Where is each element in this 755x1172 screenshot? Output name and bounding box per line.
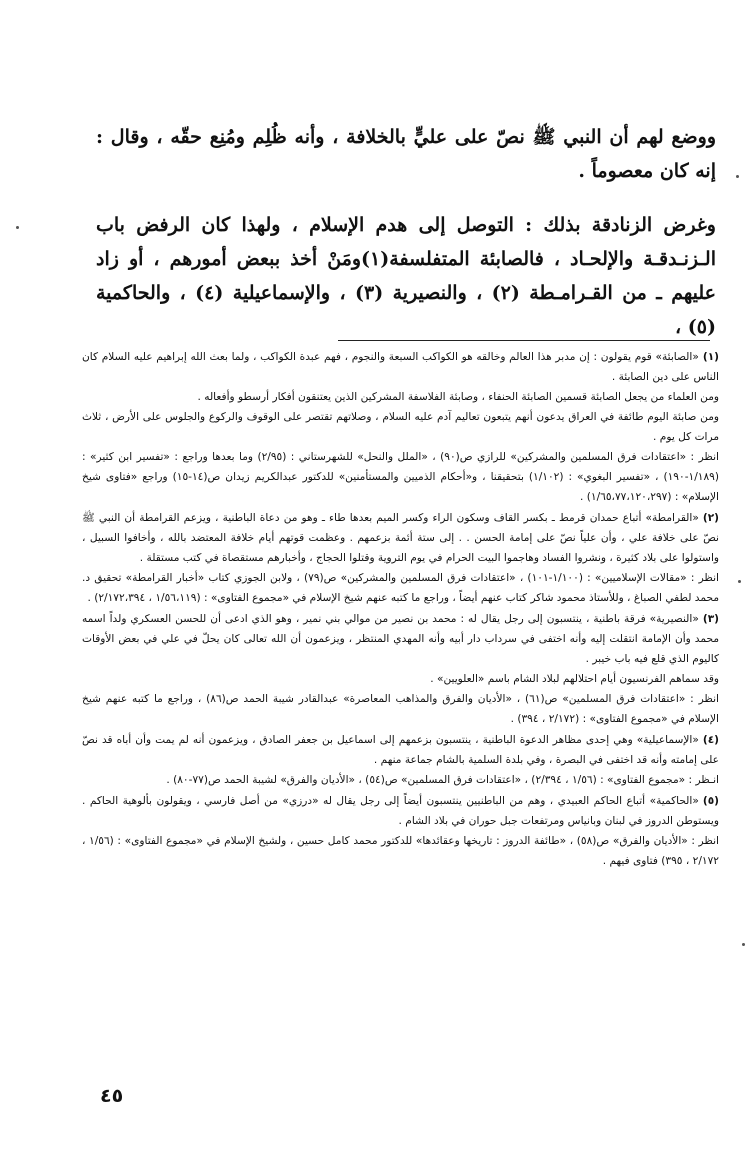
footnote-2	[82, 508, 719, 608]
footnote-paragraph: انظر : «اعتقادات فرق المسلمين والمشركين» للرازي ص(٩٠) ، «الملل والنحل» للشهرستاني : (٢/٩٥) وما بعدها وراجع : «تفسير ابن كثير» : (١/١٨٩-١٩٠) ، «تفسير البغوي» : (١/١٠٢) بتحقيقنا ، و«أحكام الذميين والمستأمنين» للدكتور عبدالكريم زيدان ص(١٤-١٥) وراجع «فتاوى شيخ الإسلام» : (١/٦٥،٧٧،١٢٠،٢٩٧) .	[82, 451, 719, 503]
footnote-number: (٣)	[702, 613, 719, 625]
main-text-block	[96, 120, 716, 344]
footnote-5	[82, 791, 719, 871]
footnote-number: (١)	[702, 351, 719, 363]
margin-dot	[16, 226, 19, 229]
main-paragraph-2: وغرض الزنادقة بذلك : التوصل إلى هدم الإسلام ، ولهذا كان الرفض باب الـزنـدقـة والإلحـاد ، فالصابئة المتفلسفة(١)ومَنْ أخذ ببعض أمورهم ، أو زاد عليهم ـ من القـرامـطة (٢) ، والنصيرية (٣) ، والإسماعيلية (٤) ، والحاكمية (٥) ،	[96, 214, 717, 338]
main-paragraph-1: ووضع لهم أن النبي ﷺ نصّ على عليٍّ بالخلافة ، وأنه ظُلِم ومُنِع حقّه ، وقال : إنه كان معصوماً .	[96, 126, 716, 182]
footnote-paragraph: ومن العلماء من يجعل الصابئة قسمين الصابئة الحنفاء ، وصابئة الفلاسفة المشركين الذين يعتنقون أفكار أرسطو وأفعاله .	[197, 391, 719, 403]
footnote-1	[82, 347, 719, 507]
footnote-text: «الإسماعيلية» وهي إحدى مظاهر الدعوة الباطنية ، ينتسبون بزعمهم إلى اسماعيل بن جعفر الصادق ، ويزعمون أنه لم يمت وأن أباه قد نصّ على إمامته وأنه قد اختفى في البصرة ، وفي بلدة السلمية بالشام جماعة منهم .	[82, 734, 719, 766]
footnote-paragraph	[82, 609, 719, 669]
margin-dot	[738, 580, 741, 583]
footnote-text: «الحاكمية» أتباع الحاكم العبيدي ، وهم من الباطنيين ينتسبون أيضاً إلى رجل يقال له «درزي» من أصل فارسي ، ويقولون بألوهية الحاكم . ويستوطن الدروز في لبنان وبانياس ومرتفعات جبل حوران في بلاد الشام .	[82, 795, 719, 827]
footnote-paragraph: انظر : «الأديان والفرق» ص(٥٨) ، «طائفة الدروز : تاريخها وعقائدها» للدكتور محمد كامل حسين ، ولشيخ الإسلام في «مجموع الفتاوى» : (١/٥٦ ، ٢/١٧٢ ، ٣٩٥) فتاوى فيهم .	[82, 835, 719, 867]
page-number: ٤٥	[100, 1085, 124, 1107]
footnote-number: (٤)	[702, 734, 719, 746]
footnote-number: (٥)	[702, 795, 719, 807]
footnote-paragraph	[82, 508, 719, 568]
footnote-number: (٢)	[702, 512, 719, 524]
footnote-paragraph: ومن صابئة اليوم طائفة في العراق يدعون أنهم يتبعون تعاليم آدم عليه السلام ، وصلاتهم تقتصر على الوقوف والركوع والجلوس على الأرض ، ثلاث مرات كل يوم .	[82, 411, 719, 443]
footnote-text: «النصيرية» فرقة باطنية ، ينتسبون إلى رجل يقال له : محمد بن نصير من موالي بني نمير ، وهو الذي ادعى أن للحسن العسكري ولداً اسمه محمد وأن الإمامة انتقلت إليه وأنه اختفى في سرداب دار أبيه وأنه المهدي المنتظر ، ويزعمون أن الله تعالى كان يحلّ في علي في بعض الأوقات كاليوم الذي قلع فيه باب خيبر .	[82, 613, 719, 665]
footnotes-section	[82, 347, 719, 872]
footnote-4	[82, 730, 719, 790]
margin-dot	[736, 175, 739, 178]
footnote-3	[82, 609, 719, 729]
footnote-separator	[338, 340, 710, 341]
footnote-text: «القرامطة» أتباع حمدان قرمط ـ بكسر القاف وسكون الراء وكسر الميم بعدها طاء ـ وهو من دعاة الباطنية ، ويزعم القرامطة أن النبي ﷺ نصّ على خلافة علي ، وأن علياً نصّ على إمامة الحسن . . إلى ستة أئمة بزعمهم . وعظمت قوتهم أيام خلافة المعتضد بالله ، وأخافوا السبيل ، واستولوا على بلاد كثيرة ، ونشروا الفساد وهاجموا البيت الحرام في يوم التروية وقتلوا الحجاج ، وأخبارهم مستقصاة في كتب مستقلة .	[82, 512, 719, 564]
footnote-paragraph: انظر : «مقالات الإسلاميين» : (١/١٠٠-١٠١) ، «اعتقادات فرق المسلمين والمشركين» ص(٧٩) ، ولابن الجوزي كتاب «أخبار القرامطة» تحقيق د. محمد لطفي الصباغ ، وللأستاذ محمود شاكر كتاب عنهم أيضاً ، وراجع ما كتبه عنهم شيخ الإسلام في «مجموع الفتاوى» : (١/٥٦،١١٩ ، ٢/١٧٢،٣٩٤) .	[82, 572, 720, 604]
footnote-paragraph	[82, 347, 719, 387]
footnote-paragraph: وقد سماهم الفرنسيون أيام احتلالهم لبلاد الشام باسم «العلويين» .	[430, 673, 719, 685]
footnote-text: «الصابئة» قوم يقولون : إن مدبر هذا العالم وخالقه هو الكواكب السبعة والنجوم ، فهم عبدة الكواكب ، ولما بعث الله إبراهيم عليه السلام كان الناس على دين الصابئة .	[82, 351, 719, 383]
footnote-paragraph: انـظر : «مجموع الفتاوى» : (١/٥٦ ، ٢/٣٩٤) ، «اعتقادات فرق المسلمين» ص(٥٤) ، «الأديان والفرق» لشيبة الحمد ص(٧٧-٨٠) .	[166, 774, 719, 786]
footnote-paragraph: انظر : «اعتقادات فرق المسلمين» ص(٦١) ، «الأديان والفرق والمذاهب المعاصرة» عبدالقادر شيبة الحمد ص(٨٦) ، وراجع ما كتبه عنهم شيخ الإسلام في «مجموع الفتاوى» : (٢/١٧٢ ، ٣٩٤) .	[82, 693, 720, 725]
margin-dot	[742, 943, 745, 946]
footnote-paragraph	[82, 730, 719, 770]
footnote-paragraph	[82, 791, 719, 831]
